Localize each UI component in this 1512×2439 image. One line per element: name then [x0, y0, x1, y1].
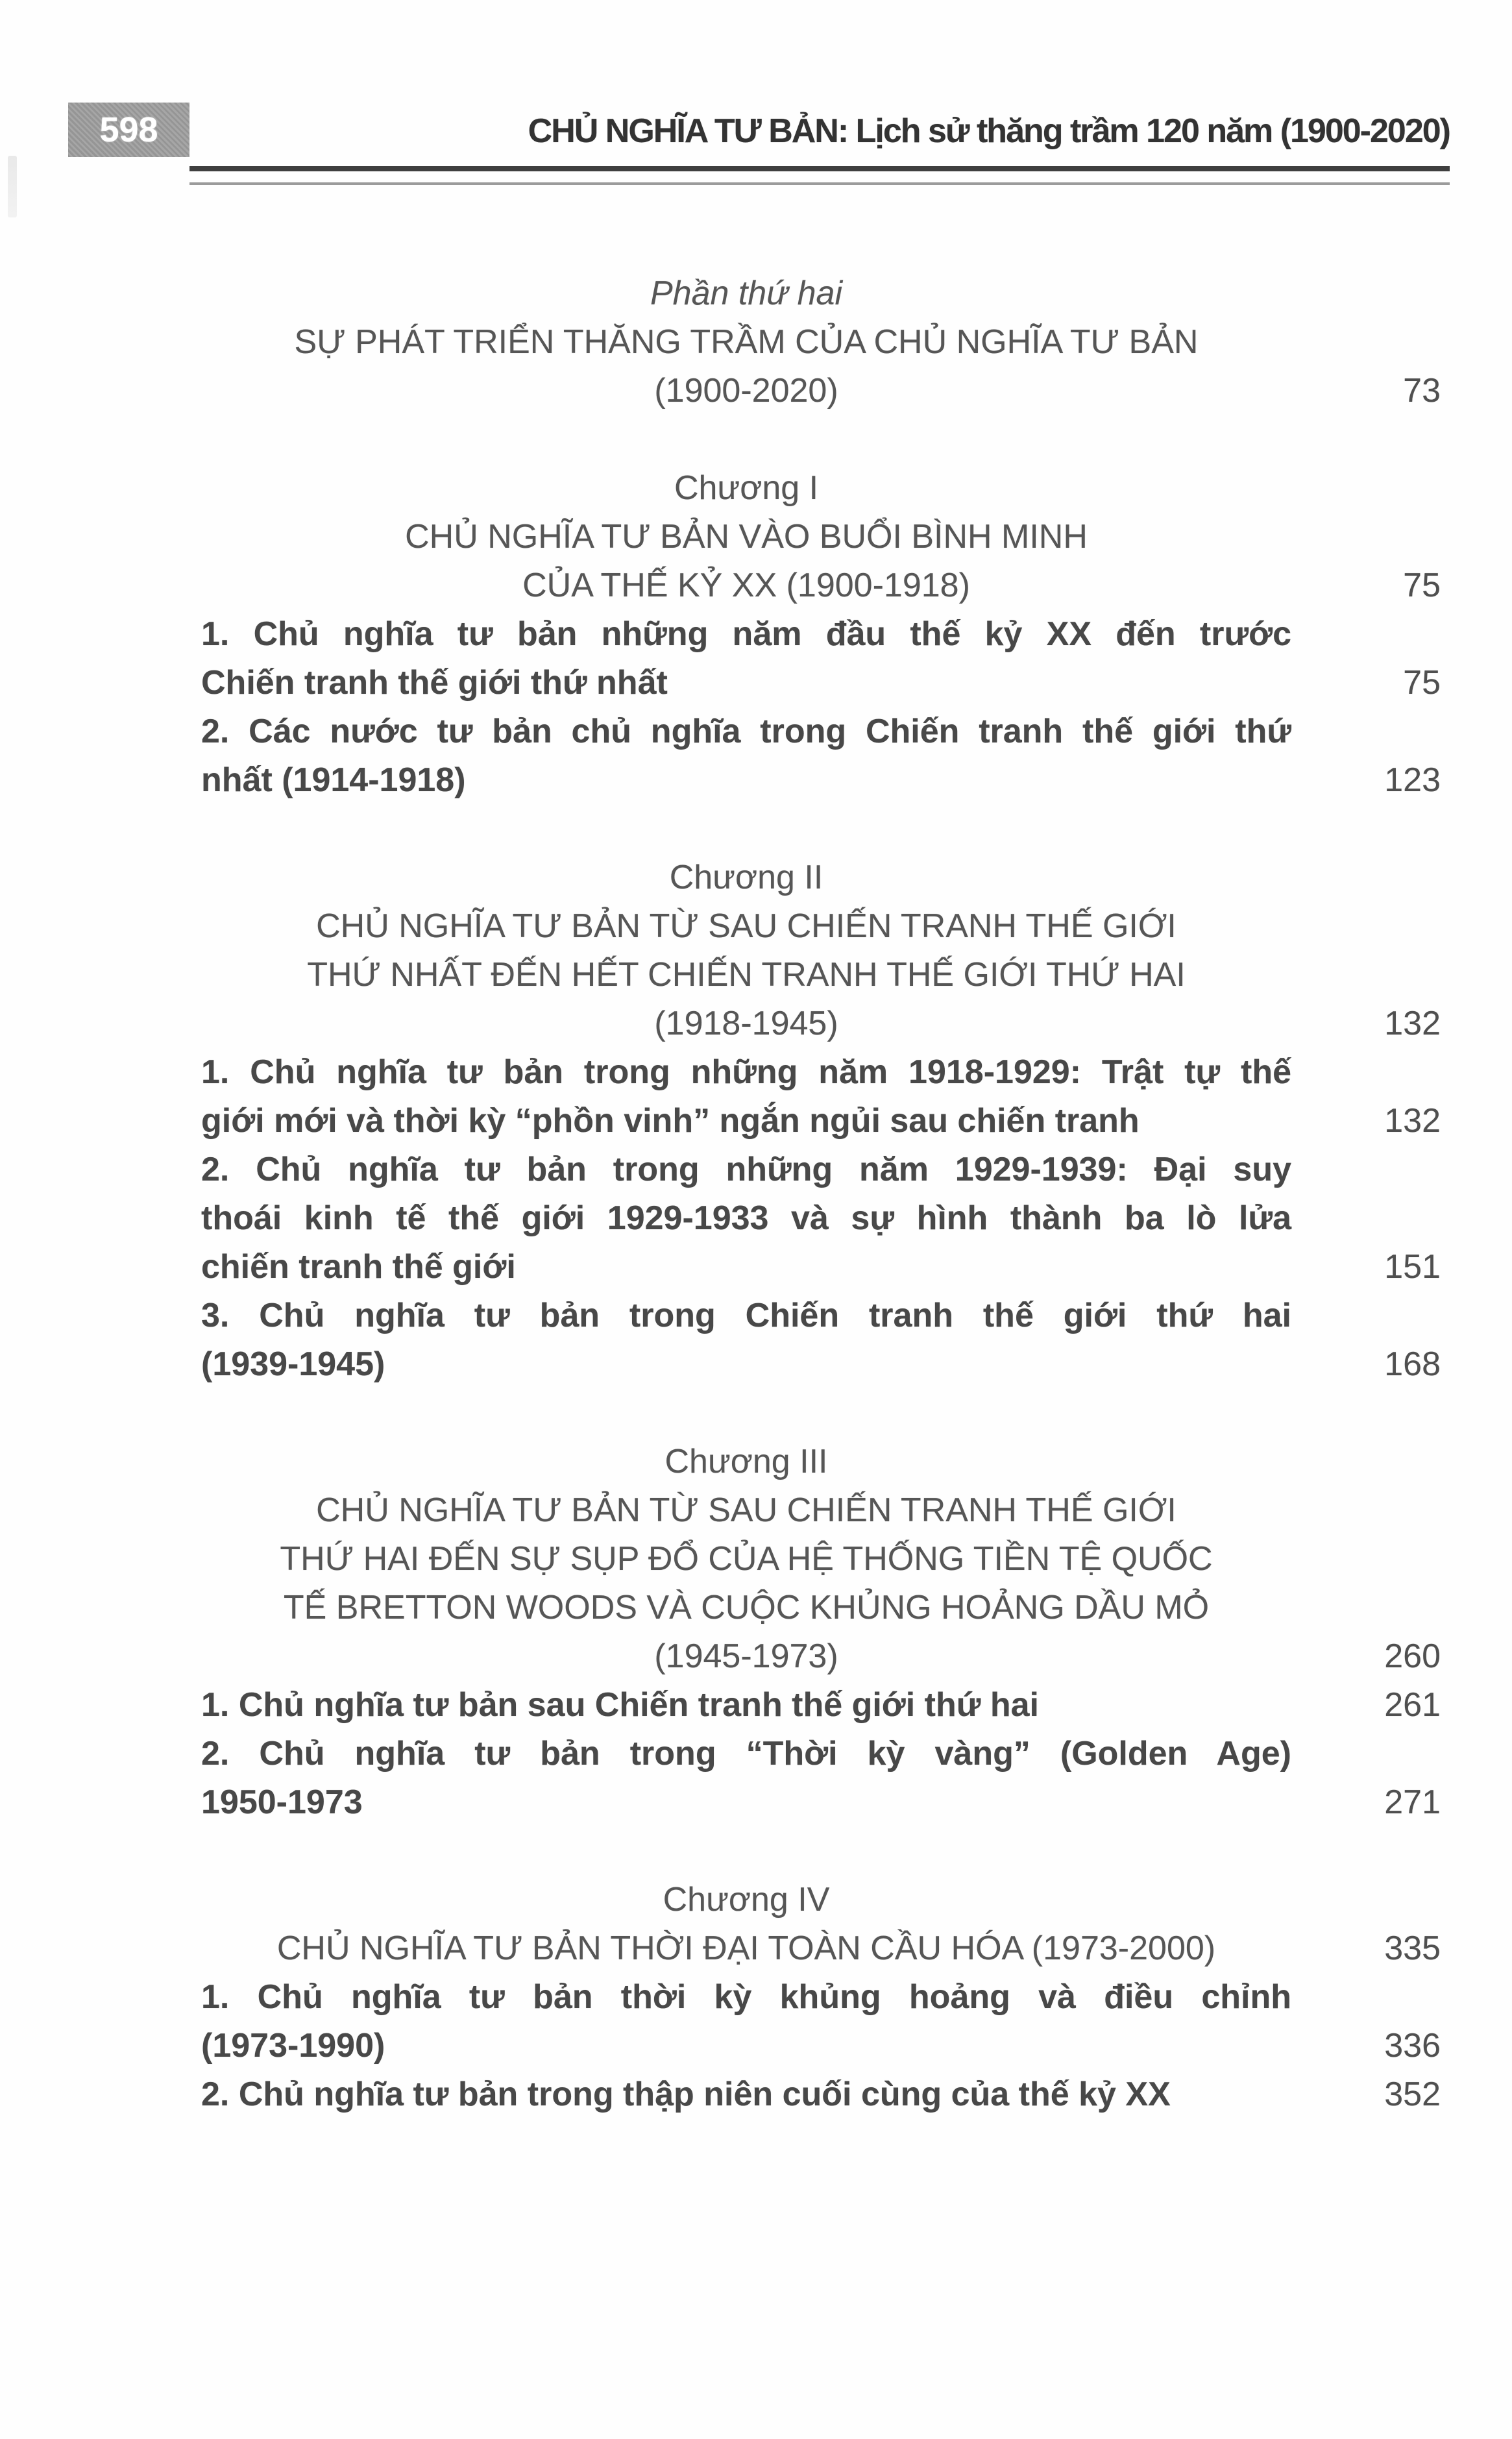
toc-entry-text: CHỦ NGHĨA TƯ BẢN TỪ SAU CHIẾN TRANH THẾ GIỚI: [316, 907, 1177, 945]
toc-row: [201, 1438, 1441, 1486]
toc-entry-text: (1939-1945): [201, 1345, 385, 1383]
scan-artifact: [8, 156, 17, 217]
toc-row: [201, 1778, 1441, 1827]
toc-row: [201, 2070, 1441, 2119]
toc-entry-text: 1. Chủ nghĩa tư bản thời kỳ khủng hoảng và điều chỉnh: [201, 1978, 1291, 2016]
toc-row: [201, 2022, 1441, 2070]
toc-row: [201, 269, 1441, 318]
toc-entry-text: CHỦ NGHĨA TƯ BẢN VÀO BUỔI BÌNH MINH: [405, 518, 1088, 556]
toc-row: [201, 1632, 1441, 1681]
toc-row: [201, 1535, 1441, 1584]
toc-entry-text: Chương II: [669, 859, 823, 896]
toc-row: [201, 1584, 1441, 1632]
toc-row: [201, 1292, 1441, 1340]
toc-entry-text: 2. Chủ nghĩa tư bản trong thập niên cuối cùng của thế kỷ XX: [201, 2076, 1171, 2113]
toc-page-number: 75: [1403, 567, 1441, 604]
toc-row: [201, 853, 1441, 902]
toc-entry-text: nhất (1914-1918): [201, 761, 466, 799]
toc-row: [201, 1876, 1441, 1924]
toc-entry-text: 1. Chủ nghĩa tư bản những năm đầu thế kỷ XX đến trước: [201, 615, 1291, 653]
running-header-title: CHỦ NGHĨA TƯ BẢN: Lịch sử thăng trầm 120 năm (1900-2020): [528, 112, 1450, 150]
toc-row: [201, 561, 1441, 610]
toc-row: [201, 1973, 1441, 2022]
toc-entry-text: (1918-1945): [654, 1005, 838, 1042]
toc-row: [201, 1097, 1441, 1146]
toc-entry-text: giới mới và thời kỳ “phồn vinh” ngắn ngủi sau chiến tranh: [201, 1102, 1140, 1140]
toc-page-number: 151: [1384, 1248, 1441, 1286]
toc-entry-text: 3. Chủ nghĩa tư bản trong Chiến tranh thế giới thứ hai: [201, 1297, 1291, 1334]
toc-page-number: 73: [1403, 372, 1441, 410]
toc-row: [201, 1194, 1441, 1243]
toc-entry-text: chiến tranh thế giới: [201, 1248, 516, 1286]
table-of-contents: [201, 269, 1441, 2119]
toc-row: [201, 1146, 1441, 1194]
toc-entry-text: (1900-2020): [654, 372, 838, 410]
toc-entry-text: (1973-1990): [201, 2027, 385, 2065]
toc-page-number: 132: [1384, 1102, 1441, 1140]
toc-entry-text: Chiến tranh thế giới thứ nhất: [201, 664, 668, 702]
toc-row: [201, 1924, 1441, 1973]
toc-row: [201, 756, 1441, 805]
toc-row: [201, 1730, 1441, 1778]
toc-page-number: 271: [1384, 1783, 1441, 1821]
toc-entry-text: THỨ NHẤT ĐẾN HẾT CHIẾN TRANH THẾ GIỚI THỨ HAI: [307, 956, 1186, 994]
toc-page-number: 352: [1384, 2076, 1441, 2113]
toc-entry-text: 2. Các nước tư bản chủ nghĩa trong Chiến tranh thế giới thứ: [201, 713, 1291, 750]
toc-page-number: 260: [1384, 1637, 1441, 1675]
toc-entry-text: (1945-1973): [654, 1637, 838, 1675]
toc-entry-text: SỰ PHÁT TRIỂN THĂNG TRẦM CỦA CHỦ NGHĨA TƯ BẢN: [294, 323, 1199, 361]
toc-row: [201, 1681, 1441, 1730]
toc-row: [201, 1340, 1441, 1389]
toc-entry-text: 1. Chủ nghĩa tư bản trong những năm 1918-1929: Trật tự thế: [201, 1053, 1291, 1091]
toc-row: [201, 707, 1441, 756]
toc-page-number: 168: [1384, 1345, 1441, 1383]
toc-page-number: 261: [1384, 1686, 1441, 1724]
toc-row: [201, 367, 1441, 415]
toc-entry-text: thoái kinh tế thế giới 1929-1933 và sự hình thành ba lò lửa: [201, 1199, 1291, 1237]
toc-entry-text: Phần thứ hai: [650, 275, 843, 312]
toc-row: [201, 1486, 1441, 1535]
toc-entry-text: 1. Chủ nghĩa tư bản sau Chiến tranh thế giới thứ hai: [201, 1686, 1039, 1724]
toc-entry-text: THỨ HAI ĐẾN SỰ SỤP ĐỔ CỦA HỆ THỐNG TIỀN TỆ QUỐC: [280, 1540, 1213, 1578]
toc-entry-text: Chương IV: [663, 1881, 830, 1918]
toc-row: [201, 513, 1441, 561]
toc-row: [201, 1243, 1441, 1292]
toc-row: [201, 659, 1441, 707]
toc-entry-text: 1950-1973: [201, 1783, 363, 1821]
page-number-box: [68, 103, 189, 157]
header-rule: [189, 166, 1450, 185]
toc-row: [201, 902, 1441, 951]
toc-row: [201, 610, 1441, 659]
toc-entry-text: CHỦ NGHĨA TƯ BẢN TỪ SAU CHIẾN TRANH THẾ GIỚI: [316, 1491, 1177, 1529]
toc-page-number: 335: [1384, 1930, 1441, 1967]
toc-page-number: 123: [1384, 761, 1441, 799]
toc-entry-text: 2. Chủ nghĩa tư bản trong những năm 1929-1939: Đại suy: [201, 1151, 1291, 1188]
toc-entry-text: TẾ BRETTON WOODS VÀ CUỘC KHỦNG HOẢNG DẦU MỎ: [283, 1589, 1210, 1626]
page-number: 598: [99, 110, 158, 149]
toc-entry-text: CỦA THẾ KỶ XX (1900-1918): [522, 567, 970, 604]
toc-row: [201, 318, 1441, 367]
toc-row: [201, 1048, 1441, 1097]
toc-entry-text: 2. Chủ nghĩa tư bản trong “Thời kỳ vàng” (Golden Age): [201, 1735, 1291, 1772]
toc-row: [201, 951, 1441, 999]
toc-row: [201, 464, 1441, 513]
toc-page-number: 132: [1384, 1005, 1441, 1042]
toc-entry-text: CHỦ NGHĨA TƯ BẢN THỜI ĐẠI TOÀN CẦU HÓA (1973-2000): [276, 1930, 1216, 1967]
toc-page-number: 336: [1384, 2027, 1441, 2065]
toc-page-number: 75: [1403, 664, 1441, 702]
toc-entry-text: Chương III: [665, 1443, 828, 1480]
toc-entry-text: Chương I: [674, 469, 819, 507]
toc-row: [201, 999, 1441, 1048]
